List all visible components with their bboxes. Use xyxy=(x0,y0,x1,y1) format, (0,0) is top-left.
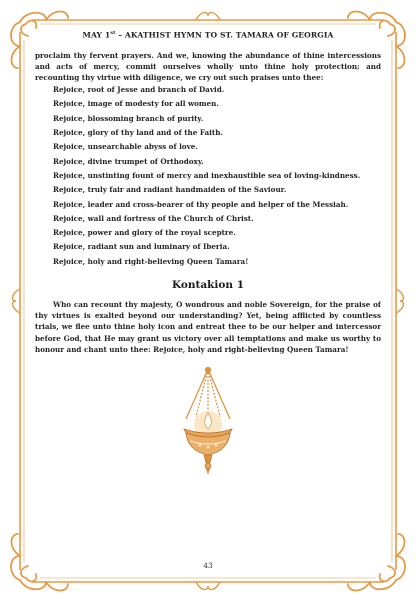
rejoice-line: Rejoice, holy and right-believing Queen Tamara! xyxy=(53,256,249,266)
kontakion-title: Kontakion 1 xyxy=(171,279,245,291)
rejoice-line: Rejoice, wall and fortress of the Church of Christ. xyxy=(53,213,254,223)
rejoice-line: Rejoice, root of Jesse and branch of David. xyxy=(53,85,225,95)
rejoice-line: Rejoice, truly fair and radiant handmaiden of the Saviour. xyxy=(53,185,287,195)
header-title-suffix: – AKATHIST HYMN TO ST. TAMARA OF GEORGIA xyxy=(115,30,334,40)
kontakion-text: Who can recount thy majesty, O wondrous and noble Sovereign, for the praise of thy virtues is exalted beyond our understanding? Yet, being afflicted by countless trials, we flee unto thine holy icon and entreat thee to be our helper and intercessor before God, that He may grant us victory over all temptations and make us worthy to honour and chant unto thee: Rejoice, holy and right-believing Queen Tamara! xyxy=(35,300,381,354)
rejoice-line: Rejoice, image of modesty for all women. xyxy=(53,99,219,109)
page-content xyxy=(35,30,381,570)
rejoice-line: Rejoice, radiant sun and luminary of Iberia. xyxy=(53,242,230,252)
rejoice-list xyxy=(35,83,381,269)
header-title-prefix: MAY 1 xyxy=(82,30,111,40)
rejoice-line: Rejoice, unstinting fount of mercy and inexhaustible sea of loving-kindness. xyxy=(53,170,361,180)
rejoice-line: Rejoice, divine trumpet of Orthodoxy. xyxy=(53,156,204,166)
header-title-sup: st xyxy=(110,30,116,36)
rejoice-line: Rejoice, glory of thy land and of the Faith. xyxy=(53,128,223,138)
rejoice-line: Rejoice, blossoming branch of purity. xyxy=(53,113,204,123)
intro-paragraph: proclaim thy fervent prayers. And we, knowing the abundance of thine intercessions and acts of mercy, commit ourselves wholly unto thine holy protection; and recounting thy virtue with diligence, we cry out such praises unto thee: xyxy=(35,50,381,82)
page-number: 43 xyxy=(203,561,213,570)
page-header xyxy=(35,30,381,40)
rejoice-line: Rejoice, unsearchable abyss of love. xyxy=(53,142,198,152)
rejoice-line: Rejoice, power and glory of the royal sceptre. xyxy=(53,228,236,238)
rejoice-line: Rejoice, leader and cross-bearer of thy people and helper of the Messiah. xyxy=(53,199,349,209)
hanging-vigil-lamp-icon xyxy=(168,367,248,477)
